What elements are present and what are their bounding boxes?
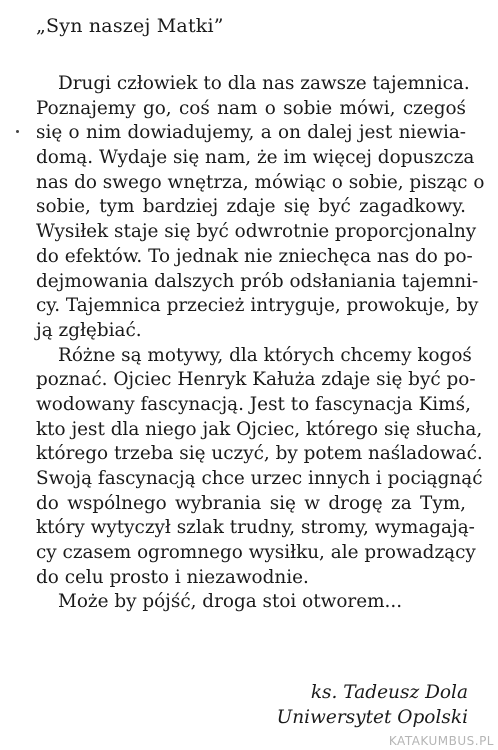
text-line: sobie, tym bardziej zdaje się być zagadkowy. — [36, 196, 466, 218]
author-name: ks. Tadeusz Dola — [310, 682, 468, 703]
text-line: cy czasem ogromnego wysiłku, ale prowadzący — [36, 542, 476, 564]
text-line: którego trzeba się uczyć, by potem naśladować. — [36, 443, 483, 465]
paragraph — [36, 344, 483, 591]
text-line: cy. Tajemnica przecież intryguje, prowokuje, by — [36, 295, 479, 317]
text-line: ją zgłębiać. — [36, 319, 142, 341]
text-line: poznać. Ojciec Henryk Kałuża zdaje się być po- — [36, 369, 476, 391]
text-line: Może by pójść, droga stoi otworem... — [58, 591, 403, 613]
text-line: wodowany fascynacją. Jest to fascynacja Kimś, — [36, 393, 471, 415]
page-title: „Syn naszej Matki” — [36, 15, 224, 37]
paragraph — [36, 590, 466, 615]
text-line: który wytyczył szlak trudny, stromy, wymagają- — [36, 517, 475, 539]
text-line: nas do swego wnętrza, mówiąc o sobie, pisząc o — [36, 171, 485, 193]
text-line: do wspólnego wybrania się w drogę za Tym, — [36, 492, 466, 514]
text-line: domą. Wydaje się nam, że im więcej dopuszcza — [36, 147, 475, 169]
text-line: do celu prosto i niezawodnie. — [36, 566, 309, 588]
body-text — [36, 72, 485, 615]
text-line: się o nim dowiadujemy, a on dalej jest niewia- — [36, 122, 466, 144]
text-line: Różne są motywy, dla których chcemy kogoś — [58, 344, 472, 366]
signature-block — [277, 680, 468, 730]
text-line: Poznajemy go, coś nam o sobie mówi, czegoś — [36, 97, 466, 119]
author-affiliation: Uniwersytet Opolski — [276, 707, 468, 728]
text-line: do efektów. To jednak nie zniechęca nas do po- — [36, 245, 473, 267]
watermark: KATAKUMBUS.PL — [388, 734, 494, 748]
text-line: Wysiłek staje się być odwrotnie proporcjonalny — [36, 221, 477, 243]
text-line: Drugi człowiek to dla nas zawsze tajemnica. — [58, 73, 470, 94]
margin-speck — [16, 130, 19, 133]
text-line: dejmowania dalszych prób odsłaniania tajemni- — [36, 270, 479, 292]
paragraph — [36, 72, 485, 344]
text-line: Swoją fascynacją chce urzec innych i pociągnąć — [36, 468, 483, 489]
text-line: kto jest dla niego jak Ojciec, którego się słucha, — [36, 418, 483, 440]
